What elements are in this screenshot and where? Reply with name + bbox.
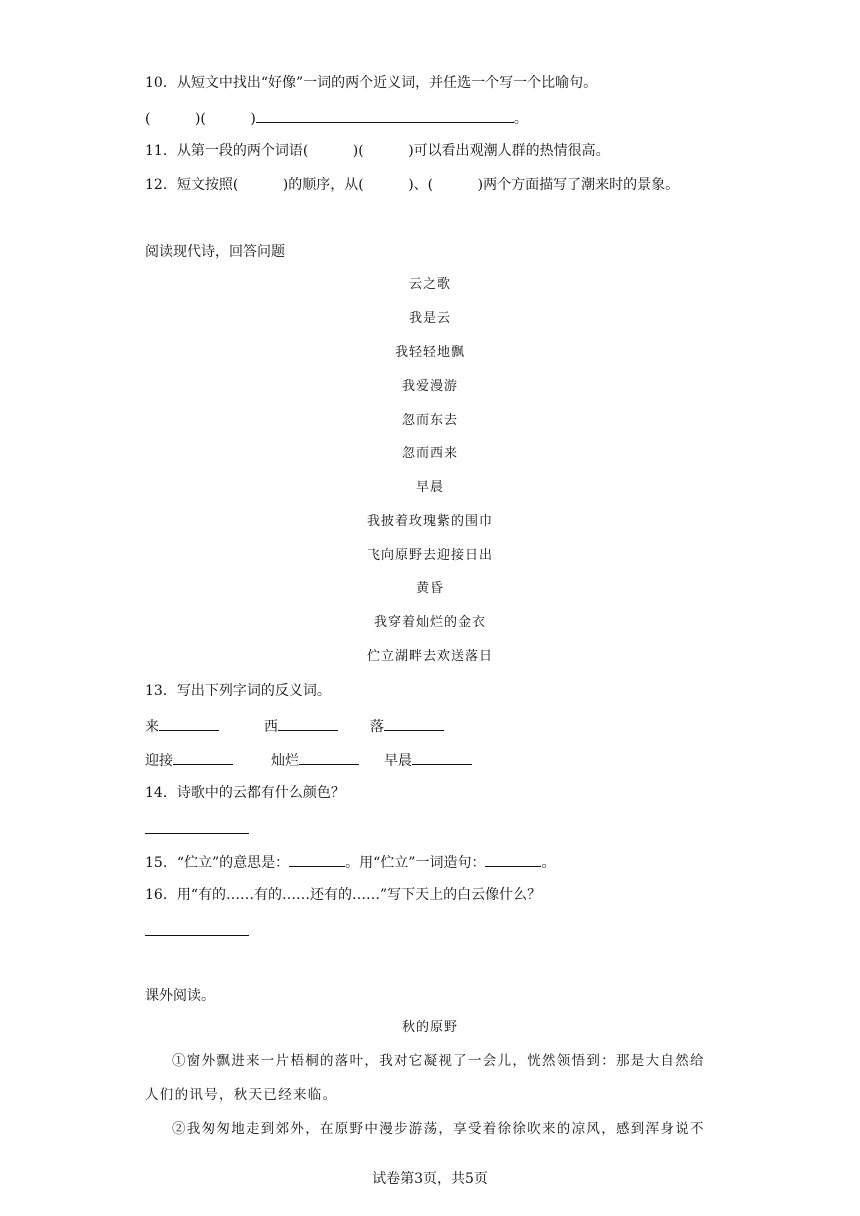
question-16: 16．用“有的……有的……还有的……”写下天上的白云像什么？: [145, 887, 542, 903]
q16-answer-line[interactable]: [145, 934, 249, 936]
q13-word: 西: [264, 719, 278, 735]
q15-text: 。: [541, 855, 556, 871]
question-13: 13．写出下列字词的反义词。: [145, 683, 331, 699]
q13-word: 早晨: [384, 753, 412, 769]
question-15: [145, 852, 555, 872]
q14-answer-line[interactable]: [145, 832, 249, 834]
q13-word: 迎接: [145, 753, 173, 769]
question-10: 10．从短文中找出“好像”一词的两个近义词，并任选一个写一个比喻句。: [145, 75, 598, 91]
q13-answer-blank[interactable]: [412, 750, 472, 765]
poem-line: 伫立湖畔去欢送落日: [366, 649, 493, 664]
q13-answer-blank[interactable]: [384, 716, 444, 731]
q13-answer-blank[interactable]: [159, 716, 219, 731]
poem-instruction: 阅读现代诗，回答问题: [145, 244, 285, 260]
q13-row-2: [145, 750, 472, 770]
question-14: 14．诗歌中的云都有什么颜色？: [145, 785, 345, 801]
question-10-answer-line: [145, 108, 528, 128]
poem-line: 我爱漫游: [401, 379, 458, 394]
q15-meaning-blank[interactable]: [289, 852, 345, 867]
q10-answer-blank[interactable]: [256, 108, 514, 123]
q10-blanks-prefix: ( )( ): [145, 111, 256, 127]
q13-row-1: [145, 716, 444, 736]
poem-line: 飞向原野去迎接日出: [366, 548, 493, 563]
poem-line: 我穿着灿烂的金衣: [373, 615, 486, 630]
q10-blank-suffix: 。: [513, 111, 528, 127]
passage-paragraph-1-line-2: 人们的讯号，秋天已经来临。: [145, 1087, 338, 1103]
q15-sentence-blank[interactable]: [485, 852, 541, 867]
poem-line: 黄昏: [415, 581, 444, 596]
passage-paragraph-1-line-1: ①窗外飘进来一片梧桐的落叶，我对它凝视了一会儿，恍然领悟到：那是大自然给: [172, 1053, 705, 1069]
q15-text: 15．“伫立”的意思是：: [145, 855, 290, 871]
question-12: 12．短文按照( )的顺序，从( )、( )两个方面描写了潮来时的景象。: [145, 177, 680, 193]
poem-line: 早晨: [415, 480, 444, 495]
poem-line: 忽而东去: [401, 413, 458, 428]
question-11: 11．从第一段的两个词语( )( )可以看出观潮人群的热情很高。: [145, 143, 610, 159]
q13-answer-blank[interactable]: [173, 750, 233, 765]
poem-line: 我是云: [408, 311, 451, 326]
poem-line: 忽而西来: [401, 446, 458, 461]
poem-line: 我轻轻地飘: [394, 345, 465, 360]
passage-paragraph-2-line-1: ②我匆匆地走到郊外，在原野中漫步游荡，享受着徐徐吹来的凉风，感到浑身说不: [172, 1121, 705, 1137]
q15-text: 。用“伫立”一词造句：: [345, 855, 486, 871]
poem-line: 我披着玫瑰紫的围巾: [366, 514, 493, 529]
q13-word: 灿烂: [271, 753, 299, 769]
passage-title: 秋的原野: [401, 1020, 458, 1035]
poem-title: 云之歌: [408, 277, 451, 292]
q13-word: 来: [145, 719, 159, 735]
q13-answer-blank[interactable]: [299, 750, 359, 765]
extra-reading-instruction: 课外阅读。: [145, 988, 215, 1004]
page-footer: 试卷第3页，共5页: [372, 1171, 488, 1187]
q13-answer-blank[interactable]: [278, 716, 338, 731]
q13-word: 落: [370, 719, 384, 735]
